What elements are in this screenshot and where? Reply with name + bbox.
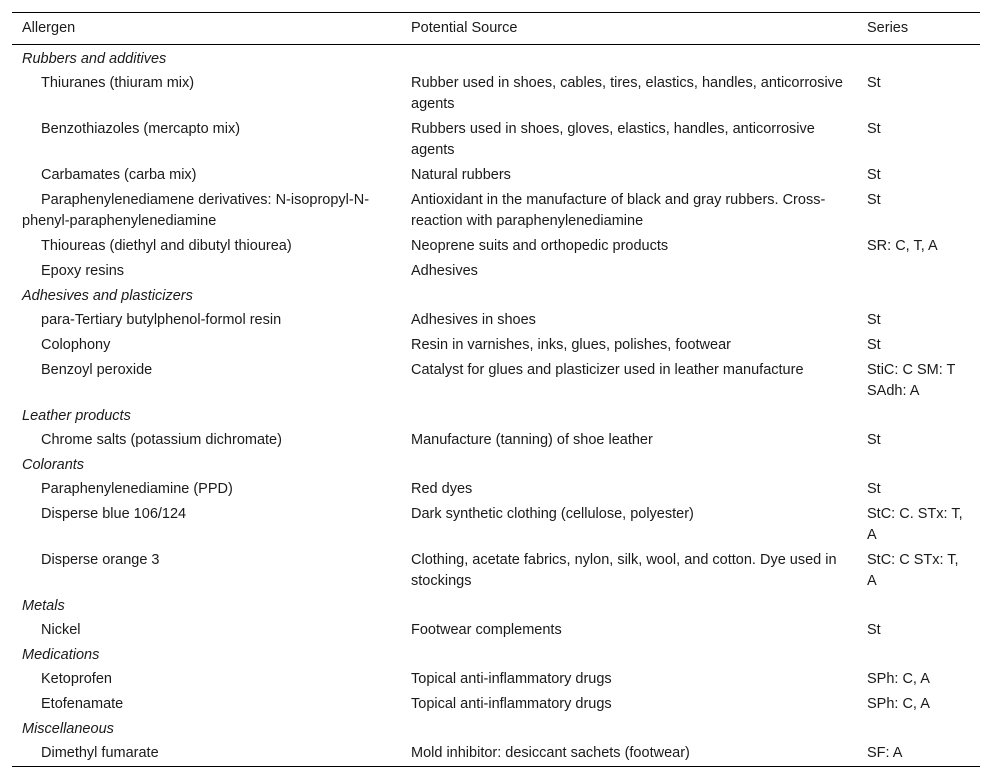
potential-source-cell: Antioxidant in the manufacture of black and gray rubbers. Cross-reaction with paraphenylenediamine [411, 192, 826, 229]
table-row [12, 477, 980, 502]
allergen-cell: Benzoyl peroxide [41, 362, 153, 378]
allergen-cell: Disperse orange 3 [41, 552, 160, 568]
table-row [12, 358, 980, 404]
allergen-cell: Epoxy resins [41, 263, 125, 279]
allergen-cell: Nickel [41, 622, 81, 638]
potential-source-cell: Rubber used in shoes, cables, tires, elastics, handles, anticorrosive agents [411, 75, 843, 112]
allergen-cell: Chrome salts (potassium dichromate) [41, 432, 282, 448]
allergen-cell: para-Tertiary butylphenol-formol resin [41, 312, 282, 328]
potential-source-cell: Red dyes [411, 481, 473, 497]
section-title: Metals [22, 598, 65, 614]
section-header-row [12, 404, 980, 428]
section-title: Rubbers and additives [22, 51, 167, 67]
allergen-cell: Colophony [41, 337, 111, 353]
header-series: Series [867, 20, 909, 36]
potential-source-cell: Topical anti-inflammatory drugs [411, 671, 612, 687]
series-cell: St [867, 312, 881, 328]
series-cell: SPh: C, A [867, 696, 930, 712]
potential-source-cell: Adhesives [411, 263, 478, 279]
section-header-row [12, 45, 980, 72]
series-cell: SF: A [867, 745, 903, 761]
section-header-row [12, 453, 980, 477]
allergen-cell: Paraphenylenediamine (PPD) [41, 481, 233, 497]
allergen-cell: Thioureas (diethyl and dibutyl thiourea) [41, 238, 292, 254]
series-cell: St [867, 75, 881, 91]
section-header-row [12, 284, 980, 308]
potential-source-cell: Catalyst for glues and plasticizer used in leather manufacture [411, 362, 804, 378]
header-potential-source: Potential Source [411, 20, 518, 36]
section-title: Adhesives and plasticizers [22, 288, 193, 304]
allergen-cell: Paraphenylenediamene derivatives: N-isopropyl-N-phenyl-paraphenylenediamine [22, 192, 370, 229]
series-cell: St [867, 192, 881, 208]
table-row [12, 692, 980, 717]
table-row [12, 163, 980, 188]
section-title: Medications [22, 647, 100, 663]
header-allergen: Allergen [22, 20, 76, 36]
series-cell: StC: C STx: T, A [867, 552, 959, 589]
table-row [12, 188, 980, 234]
table-row [12, 502, 980, 548]
table-header [12, 13, 980, 45]
potential-source-cell: Dark synthetic clothing (cellulose, polyester) [411, 506, 694, 522]
section-title: Colorants [22, 457, 85, 473]
potential-source-cell: Resin in varnishes, inks, glues, polishes, footwear [411, 337, 731, 353]
potential-source-cell: Topical anti-inflammatory drugs [411, 696, 612, 712]
series-cell: StC: C. STx: T, A [867, 506, 963, 543]
potential-source-cell: Clothing, acetate fabrics, nylon, silk, wool, and cotton. Dye used in stockings [411, 552, 837, 589]
section-header-row [12, 643, 980, 667]
potential-source-cell: Adhesives in shoes [411, 312, 536, 328]
allergen-table-container [12, 12, 980, 767]
series-cell: StiC: C SM: T SAdh: A [867, 362, 956, 399]
allergen-cell: Ketoprofen [41, 671, 112, 687]
series-cell: St [867, 121, 881, 137]
allergen-cell: Disperse blue 106/124 [41, 506, 187, 522]
table-row [12, 667, 980, 692]
table-row [12, 308, 980, 333]
series-cell: SPh: C, A [867, 671, 930, 687]
potential-source-cell: Neoprene suits and orthopedic products [411, 238, 669, 254]
potential-source-cell: Natural rubbers [411, 167, 511, 183]
table-row [12, 259, 980, 284]
potential-source-cell: Footwear complements [411, 622, 562, 638]
header-row [12, 13, 980, 45]
allergen-cell: Carbamates (carba mix) [41, 167, 197, 183]
table-row [12, 548, 980, 594]
allergen-cell: Dimethyl fumarate [41, 745, 159, 761]
allergen-cell: Etofenamate [41, 696, 124, 712]
series-cell [857, 259, 980, 284]
table-row [12, 333, 980, 358]
series-cell: St [867, 337, 881, 353]
section-header-row [12, 717, 980, 741]
series-cell: St [867, 481, 881, 497]
section-title: Miscellaneous [22, 721, 114, 737]
potential-source-cell: Manufacture (tanning) of shoe leather [411, 432, 653, 448]
table-row [12, 428, 980, 453]
section-title: Leather products [22, 408, 131, 424]
potential-source-cell: Mold inhibitor: desiccant sachets (footwear) [411, 745, 690, 761]
table-row [12, 71, 980, 117]
table-body [12, 45, 980, 767]
allergen-cell: Benzothiazoles (mercapto mix) [41, 121, 241, 137]
section-header-row [12, 594, 980, 618]
table-row [12, 741, 980, 767]
series-cell: SR: C, T, A [867, 238, 938, 254]
table-row [12, 618, 980, 643]
table-row [12, 117, 980, 163]
allergen-table [12, 12, 980, 767]
series-cell: St [867, 622, 881, 638]
potential-source-cell: Rubbers used in shoes, gloves, elastics, handles, anticorrosive agents [411, 121, 815, 158]
series-cell: St [867, 167, 881, 183]
allergen-cell: Thiuranes (thiuram mix) [41, 75, 195, 91]
table-row [12, 234, 980, 259]
series-cell: St [867, 432, 881, 448]
